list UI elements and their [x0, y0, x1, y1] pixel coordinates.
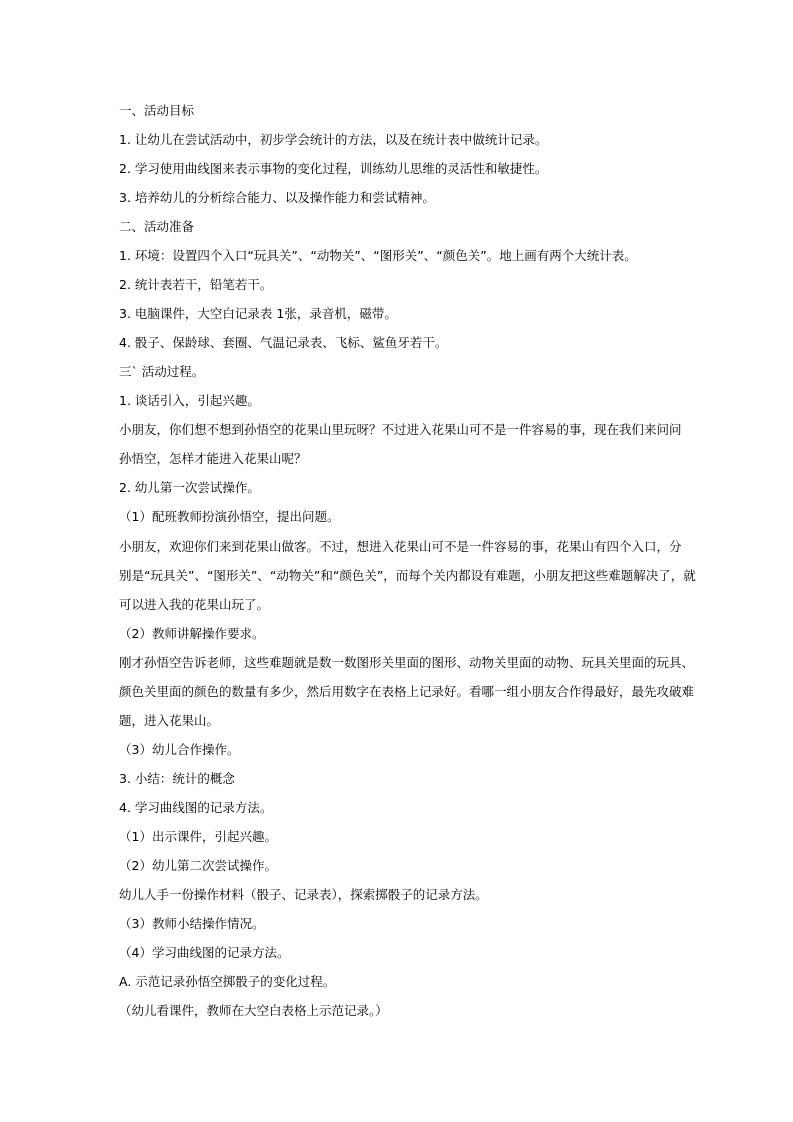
document-line: 刚才孙悟空告诉老师，这些难题就是数一数图形关里面的图形、动物关里面的动物、玩具关里面的玩具、	[119, 654, 695, 670]
document-line: 4. 骰子、保龄球、套圈、气温记录表、飞标、鲨鱼牙若干。	[119, 335, 448, 351]
document-line: 3. 小结：统计的概念	[119, 770, 235, 786]
document-line: （2）幼儿第二次尝试操作。	[119, 857, 277, 873]
document-line: 2. 学习使用曲线图来表示事物的变化过程，训练幼儿思维的灵活性和敏捷性。	[119, 161, 548, 177]
document-line: 幼儿人手一份操作材料（骰子、记录表），探索掷骰子的记录方法。	[119, 886, 488, 902]
document-line: 一、活动目标	[119, 103, 195, 118]
document-line: （3）教师小结操作情况。	[119, 915, 265, 931]
document-line: （4）学习曲线图的记录方法。	[119, 944, 290, 960]
document-line: 1. 环境：设置四个入口“玩具关”、“动物关”、“图形关”、“颜色关”。地上画有两个大统计表。	[119, 248, 637, 264]
document-line: 2. 幼儿第一次尝试操作。	[119, 480, 260, 496]
document-line: 1. 谈话引入，引起兴趣。	[119, 393, 260, 409]
document-line: A. 示范记录孙悟空掷骰子的变化过程。	[119, 973, 336, 989]
document-line: 4. 学习曲线图的记录方法。	[119, 799, 273, 815]
document-line: 可以进入我的花果山玩了。	[119, 596, 270, 612]
document-line: 题，进入花果山。	[119, 712, 220, 728]
document-line: （2）教师讲解操作要求。	[119, 625, 265, 641]
document-line: 颜色关里面的颜色的数量有多少，然后用数字在表格上记录好。看哪一组小朋友合作得最好，最先攻破难	[119, 683, 695, 699]
document-line: （3）幼儿合作操作。	[119, 741, 240, 757]
document-line: 别是“玩具关”、“图形关”、“动物关”和“颜色关”，而每个关内都设有难题，小朋友把这些难题解决了，就	[119, 567, 696, 583]
document-line: （幼儿看课件，教师在大空白表格上示范记录。）	[119, 1002, 388, 1018]
document-line: 3. 培养幼儿的分析综合能力、以及操作能力和尝试精神。	[119, 190, 435, 206]
document-line: 小朋友，你们想不想到孙悟空的花果山里玩呀？不过进入花果山可不是一件容易的事，现在我们来问问	[119, 422, 682, 438]
document-line: 1. 让幼儿在尝试活动中，初步学会统计的方法，以及在统计表中做统计记录。	[119, 132, 548, 147]
document-line: 三` 活动过程。	[119, 364, 205, 380]
document-line: 2. 统计表若干，铅笔若干。	[119, 277, 273, 293]
document-line: 孙悟空，怎样才能进入花果山呢？	[119, 451, 307, 467]
document-line: （1）配班教师扮演孙悟空，提出问题。	[119, 509, 340, 525]
document-line: 小朋友，欢迎你们来到花果山做客。不过，想进入花果山可不是一件容易的事，花果山有四个入口，分	[119, 538, 682, 554]
document-line: 3. 电脑课件，大空白记录表 1张，录音机，磁带。	[119, 306, 397, 322]
document-line: （1）出示课件，引起兴趣。	[119, 828, 277, 844]
document-line: 二、活动准备	[119, 219, 195, 235]
